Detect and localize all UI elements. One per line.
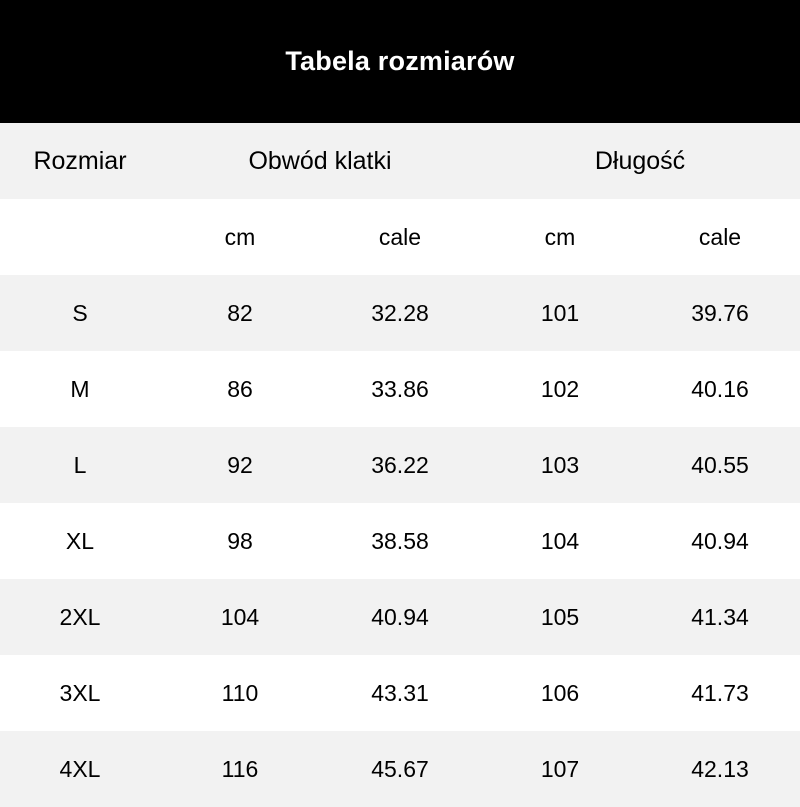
cell-length-cm: 106	[480, 655, 640, 731]
header-chest: Obwód klatki	[160, 123, 480, 199]
cell-chest-in: 32.28	[320, 275, 480, 351]
cell-chest-in: 45.67	[320, 731, 480, 807]
cell-size: 2XL	[0, 579, 160, 655]
cell-size: 4XL	[0, 731, 160, 807]
table-row	[0, 351, 800, 427]
cell-length-cm: 104	[480, 503, 640, 579]
cell-chest-cm: 104	[160, 579, 320, 655]
table-row	[0, 655, 800, 731]
header-size: Rozmiar	[0, 123, 160, 199]
table-row	[0, 503, 800, 579]
cell-size: M	[0, 351, 160, 427]
header-unit-empty	[0, 199, 160, 275]
cell-chest-cm: 86	[160, 351, 320, 427]
cell-length-in: 41.73	[640, 655, 800, 731]
cell-length-in: 40.94	[640, 503, 800, 579]
title-bar	[0, 0, 800, 123]
cell-length-in: 41.34	[640, 579, 800, 655]
cell-length-in: 42.13	[640, 731, 800, 807]
cell-length-cm: 105	[480, 579, 640, 655]
cell-chest-cm: 82	[160, 275, 320, 351]
cell-size: S	[0, 275, 160, 351]
header-unit-chest-in: cale	[320, 199, 480, 275]
size-table	[0, 123, 800, 807]
table-row	[0, 427, 800, 503]
cell-length-in: 39.76	[640, 275, 800, 351]
table-header-group-row	[0, 123, 800, 199]
table-row	[0, 579, 800, 655]
cell-chest-in: 40.94	[320, 579, 480, 655]
cell-chest-cm: 116	[160, 731, 320, 807]
header-length: Długość	[480, 123, 800, 199]
table-header-units-row	[0, 199, 800, 275]
cell-length-cm: 103	[480, 427, 640, 503]
cell-size: XL	[0, 503, 160, 579]
cell-chest-in: 36.22	[320, 427, 480, 503]
cell-chest-cm: 98	[160, 503, 320, 579]
cell-chest-cm: 92	[160, 427, 320, 503]
cell-chest-in: 38.58	[320, 503, 480, 579]
cell-length-cm: 101	[480, 275, 640, 351]
cell-chest-in: 33.86	[320, 351, 480, 427]
header-unit-length-in: cale	[640, 199, 800, 275]
cell-length-cm: 102	[480, 351, 640, 427]
header-unit-chest-cm: cm	[160, 199, 320, 275]
cell-chest-in: 43.31	[320, 655, 480, 731]
cell-length-in: 40.16	[640, 351, 800, 427]
cell-chest-cm: 110	[160, 655, 320, 731]
table-row	[0, 275, 800, 351]
table-row	[0, 731, 800, 807]
cell-size: 3XL	[0, 655, 160, 731]
header-unit-length-cm: cm	[480, 199, 640, 275]
cell-size: L	[0, 427, 160, 503]
cell-length-in: 40.55	[640, 427, 800, 503]
page-title: Tabela rozmiarów	[285, 46, 515, 76]
cell-length-cm: 107	[480, 731, 640, 807]
